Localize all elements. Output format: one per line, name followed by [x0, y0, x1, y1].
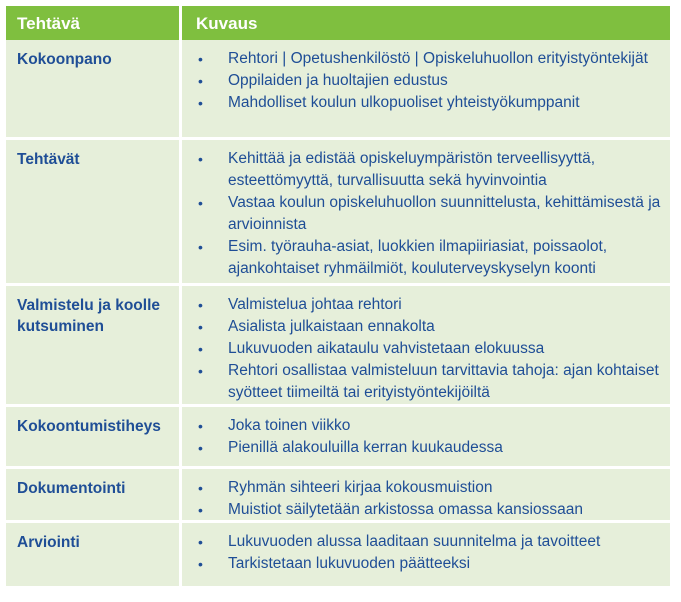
table-row — [6, 404, 670, 466]
list-item-text: Asialista julkaistaan ennakolta — [228, 318, 435, 335]
list-item-text: Lukuvuoden alussa laaditaan suunnitelma ja tavoitteet — [228, 533, 601, 550]
list-item — [196, 316, 662, 338]
bullet-icon: • — [198, 297, 203, 313]
list-item-text: Tarkistetaan lukuvuoden päätteeksi — [228, 555, 471, 572]
task-name: Kokoonpano — [17, 51, 112, 68]
list-item-text: Rehtori osallistaa valmisteluun tarvittavia tahoja: ajan kohtaiset syötteet tiimeiltä tai erityistyöntekijöiltä — [228, 362, 659, 401]
table-row — [6, 283, 670, 404]
description-cell — [179, 286, 670, 404]
task-name: Tehtävät — [17, 151, 80, 168]
bullet-list — [196, 415, 662, 459]
list-item — [196, 192, 662, 236]
bullet-icon: • — [198, 239, 203, 255]
bullet-list — [196, 477, 662, 521]
list-item-text: Pienillä alakouluilla kerran kuukaudessa — [228, 439, 503, 456]
header-description: Kuvaus — [179, 6, 670, 40]
bullet-list — [196, 294, 662, 404]
table-row — [6, 466, 670, 520]
list-item — [196, 236, 662, 280]
table-row — [6, 40, 670, 137]
list-item — [196, 338, 662, 360]
list-item — [196, 148, 662, 192]
task-cell — [6, 407, 179, 466]
bullet-list — [196, 531, 662, 575]
list-item-text: Ryhmän sihteeri kirjaa kokousmuistion — [228, 479, 493, 496]
bullet-icon: • — [198, 341, 203, 357]
list-item — [196, 553, 662, 575]
task-name: Valmistelu ja koolle kutsuminen — [17, 297, 161, 335]
description-cell — [179, 469, 670, 520]
list-item-text: Joka toinen viikko — [228, 417, 351, 434]
table-row — [6, 520, 670, 586]
task-cell — [6, 40, 179, 137]
bullet-icon: • — [198, 95, 203, 111]
bullet-icon: • — [198, 534, 203, 550]
table-header — [6, 6, 670, 40]
list-item-text: Mahdolliset koulun ulkopuoliset yhteistyökumppanit — [228, 94, 580, 111]
bullet-icon: • — [198, 480, 203, 496]
bullet-icon: • — [198, 440, 203, 456]
task-cell — [6, 286, 179, 404]
list-item-text: Rehtori | Opetushenkilöstö | Opiskeluhuollon erityistyöntekijät — [228, 50, 648, 67]
list-item — [196, 360, 662, 404]
list-item — [196, 70, 662, 92]
bullet-icon: • — [198, 502, 203, 518]
list-item — [196, 415, 662, 437]
bullet-icon: • — [198, 151, 203, 167]
bullet-icon: • — [198, 195, 203, 211]
bullet-list — [196, 48, 662, 114]
task-name: Kokoontumistiheys — [17, 418, 161, 435]
header-task: Tehtävä — [6, 6, 179, 40]
task-cell — [6, 523, 179, 586]
description-cell — [179, 140, 670, 283]
bullet-icon: • — [198, 363, 203, 379]
task-cell — [6, 140, 179, 283]
list-item-text: Muistiot säilytetään arkistossa omassa kansiossaan — [228, 501, 583, 518]
bullet-icon: • — [198, 418, 203, 434]
description-cell — [179, 523, 670, 586]
list-item — [196, 437, 662, 459]
list-item — [196, 531, 662, 553]
bullet-icon: • — [198, 556, 203, 572]
list-item-text: Esim. työrauha-asiat, luokkien ilmapiiriasiat, poissaolot, ajankohtaiset ryhmäilmiöt, kouluterveyskyselyn koonti — [228, 238, 608, 277]
list-item — [196, 92, 662, 114]
list-item — [196, 294, 662, 316]
list-item-text: Valmistelua johtaa rehtori — [228, 296, 402, 313]
task-cell — [6, 469, 179, 520]
list-item — [196, 477, 662, 499]
bullet-icon: • — [198, 319, 203, 335]
task-name: Arviointi — [17, 534, 80, 551]
list-item — [196, 48, 662, 70]
bullet-list — [196, 148, 662, 280]
task-table — [6, 6, 670, 586]
description-cell — [179, 407, 670, 466]
task-name: Dokumentointi — [17, 480, 126, 497]
list-item-text: Lukuvuoden aikataulu vahvistetaan elokuussa — [228, 340, 545, 357]
list-item-text: Kehittää ja edistää opiskeluympäristön terveellisyyttä, esteettömyyttä, turvallisuutta sekä hyvinvointia — [228, 150, 596, 189]
bullet-icon: • — [198, 73, 203, 89]
description-cell — [179, 40, 670, 137]
list-item-text: Vastaa koulun opiskeluhuollon suunnittelusta, kehittämisestä ja arvioinnista — [228, 194, 661, 233]
bullet-icon: • — [198, 51, 203, 67]
table-row — [6, 137, 670, 283]
list-item-text: Oppilaiden ja huoltajien edustus — [228, 72, 448, 89]
list-item — [196, 499, 662, 521]
